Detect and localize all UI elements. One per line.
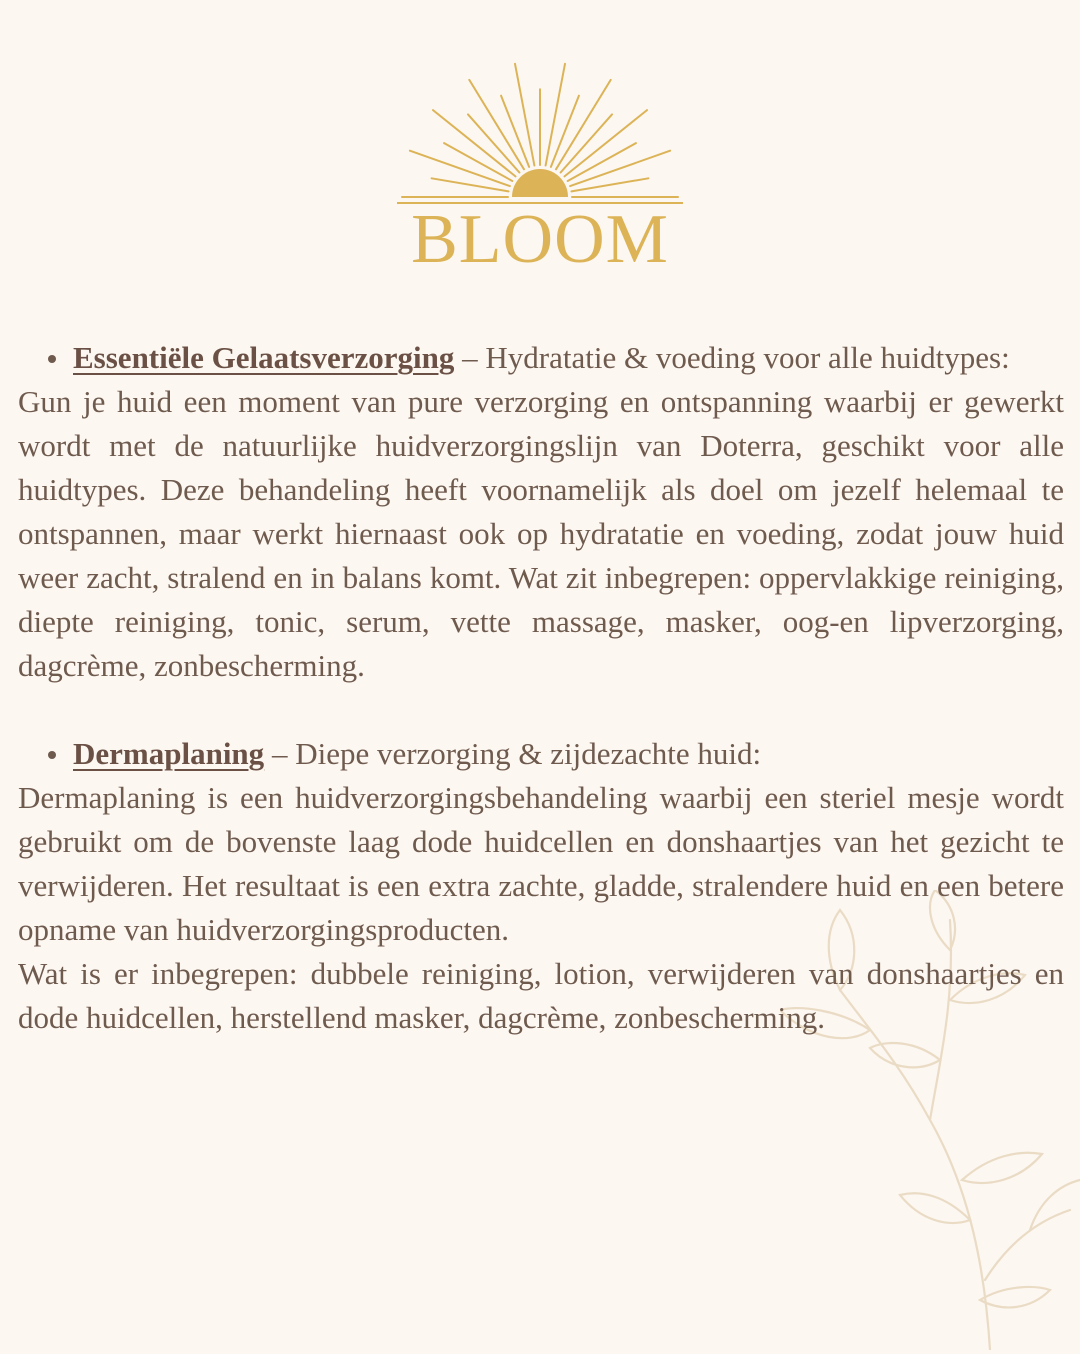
sunburst-icon (395, 55, 685, 205)
service-heading-2 (18, 732, 1064, 776)
service-subtitle: – Diepe verzorging & zijdezachte huid: (271, 736, 762, 771)
service-description: Gun je huid een moment van pure verzorging en ontspanning waarbij er gewerkt wordt met de natuurlijke huidverzorgingslijn van Doterra, geschikt voor alle huidtypes. Deze behandeling heeft voornamelijk als doel om jezelf helemaal te ontspannen, maar werkt hiernaast ook op hydratatie en voeding, zodat jouw huid weer zacht, stralend en in balans komt. Wat zit inbegrepen: oppervlakkige reiniging, diepte reiniging, tonic, serum, vette massage, masker, oog-en lipverzorging, dagcrème, zonbescherming. (18, 384, 1064, 683)
sun-ray (570, 151, 670, 186)
bullet-dot (48, 355, 56, 363)
service-title: Dermaplaning (73, 736, 265, 771)
brand-name: BLOOM (411, 201, 669, 278)
sun-ray (546, 64, 565, 166)
sun-ray (432, 178, 509, 191)
bullet-dot (48, 751, 56, 759)
services-content (18, 336, 1064, 1040)
service-inclusions: Wat is er inbegrepen: dubbele reiniging, lotion, verwijderen van donshaartjes en dode huidcellen, herstellend masker, dagcrème, zonbescherming. (18, 956, 1064, 1035)
service-description: Dermaplaning is een huidverzorgingsbehandeling waarbij een steriel mesje wordt gebruikt om de bovenste laag dode huidcellen en donshaartjes van het gezicht te verwijderen. Het resultaat is een extra zachte, gladde, stralendere huid en een betere opname van huidverzorgingsproducten. (18, 780, 1064, 947)
sun-ray (515, 64, 534, 166)
sun-ray (572, 178, 649, 191)
sun-ray (410, 151, 510, 186)
brand-logo (395, 55, 685, 280)
service-subtitle: – Hydratatie & voeding voor alle huidtypes: (462, 340, 1010, 375)
service-title: Essentiële Gelaatsverzorging (73, 340, 455, 375)
service-heading-1 (18, 336, 1064, 380)
